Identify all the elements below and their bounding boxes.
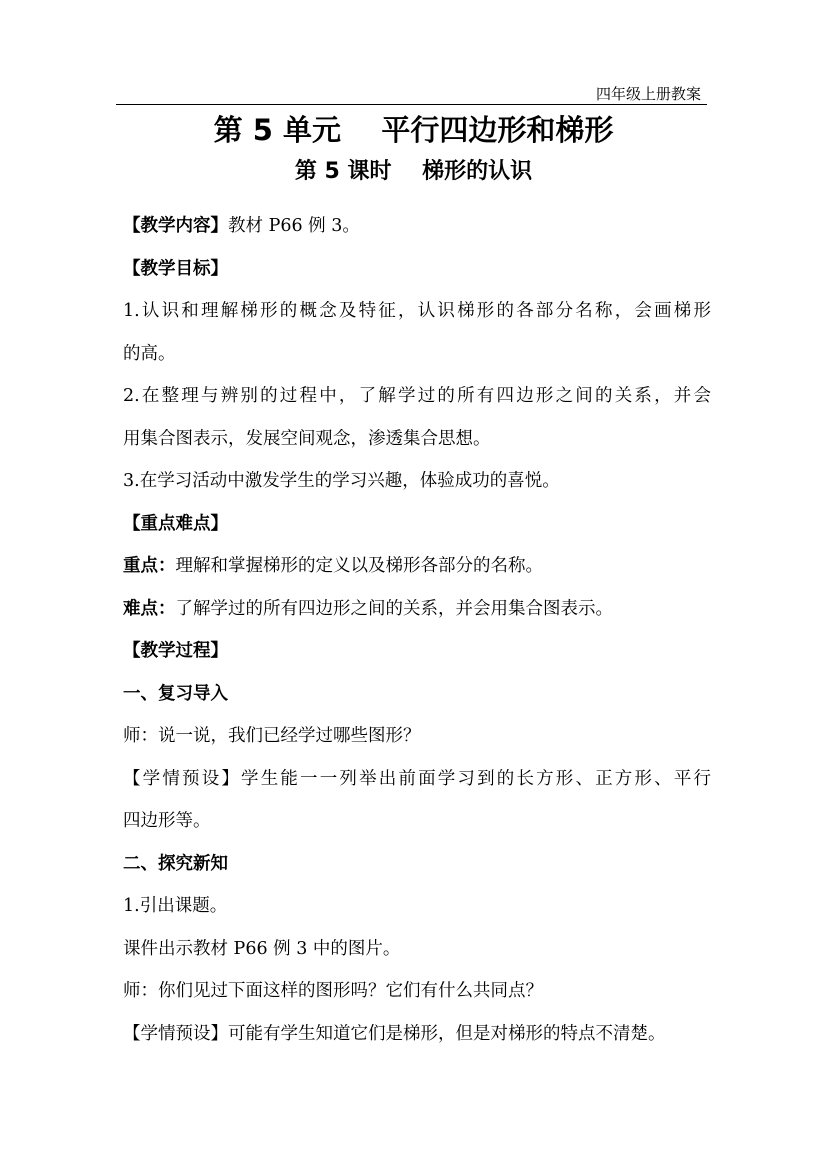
teaching-content-line xyxy=(123,205,711,248)
goal-2-line-2: 用集合图表示，发展空间观念，渗透集合思想。 xyxy=(123,428,491,449)
difficulty-text: 了解学过的所有四边形之间的关系，并会用集合图表示。 xyxy=(175,598,613,619)
teacher-question-1: 师：说一说，我们已经学过哪些图形？ xyxy=(123,726,421,746)
courseware-text: 课件出示教材 P66 例 3 中的图片。 xyxy=(123,938,401,959)
key-point-line xyxy=(123,545,711,588)
goal-1-line-1: 1.认识和理解梯形的概念及特征，认识梯形的各部分名称，会画梯形 xyxy=(123,301,711,321)
process-heading: 【教学过程】 xyxy=(123,641,228,661)
difficulty-line xyxy=(123,588,711,631)
lesson-content xyxy=(123,205,711,1055)
goal-1-line-2: 的高。 xyxy=(123,343,176,364)
preset-1-line-2: 四边形等。 xyxy=(123,811,211,831)
lesson-title: 第 5 课时 梯形的认识 xyxy=(294,159,533,184)
step-1: 1.引出课题。 xyxy=(123,896,228,916)
preset-1-line-1: 【学情预设】学生能一一列举出前面学习到的长方形、正方形、平行 xyxy=(123,768,711,789)
section-2-heading: 二、探究新知 xyxy=(123,853,228,874)
teaching-content-label: 【教学内容】 xyxy=(123,216,228,236)
teacher-question-2: 师：你们见过下面这样的图形吗？它们有什么共同点？ xyxy=(123,981,543,1001)
goals-heading: 【教学目标】 xyxy=(123,258,228,279)
header-text: 四年级上册教案 xyxy=(595,85,701,103)
section-1-heading: 一、复习导入 xyxy=(123,683,228,704)
unit-title: 第 5 单元 平行四边形和梯形 xyxy=(213,113,614,147)
key-point-text: 理解和掌握梯形的定义以及梯形各部分的名称。 xyxy=(175,556,543,576)
teaching-content-text: 教材 P66 例 3。 xyxy=(228,216,360,236)
goal-3: 3.在学习活动中激发学生的学习兴趣，体验成功的喜悦。 xyxy=(123,471,560,491)
difficulty-label: 难点： xyxy=(123,598,176,619)
goal-2-line-1: 2.在整理与辨别的过程中，了解学过的所有四边形之间的关系，并会 xyxy=(123,386,711,406)
key-point-label: 重点： xyxy=(123,556,176,576)
page-header xyxy=(116,80,707,105)
preset-2: 【学情预设】可能有学生知道它们是梯形，但是对梯形的特点不清楚。 xyxy=(123,1023,666,1044)
key-points-heading: 【重点难点】 xyxy=(123,513,228,534)
